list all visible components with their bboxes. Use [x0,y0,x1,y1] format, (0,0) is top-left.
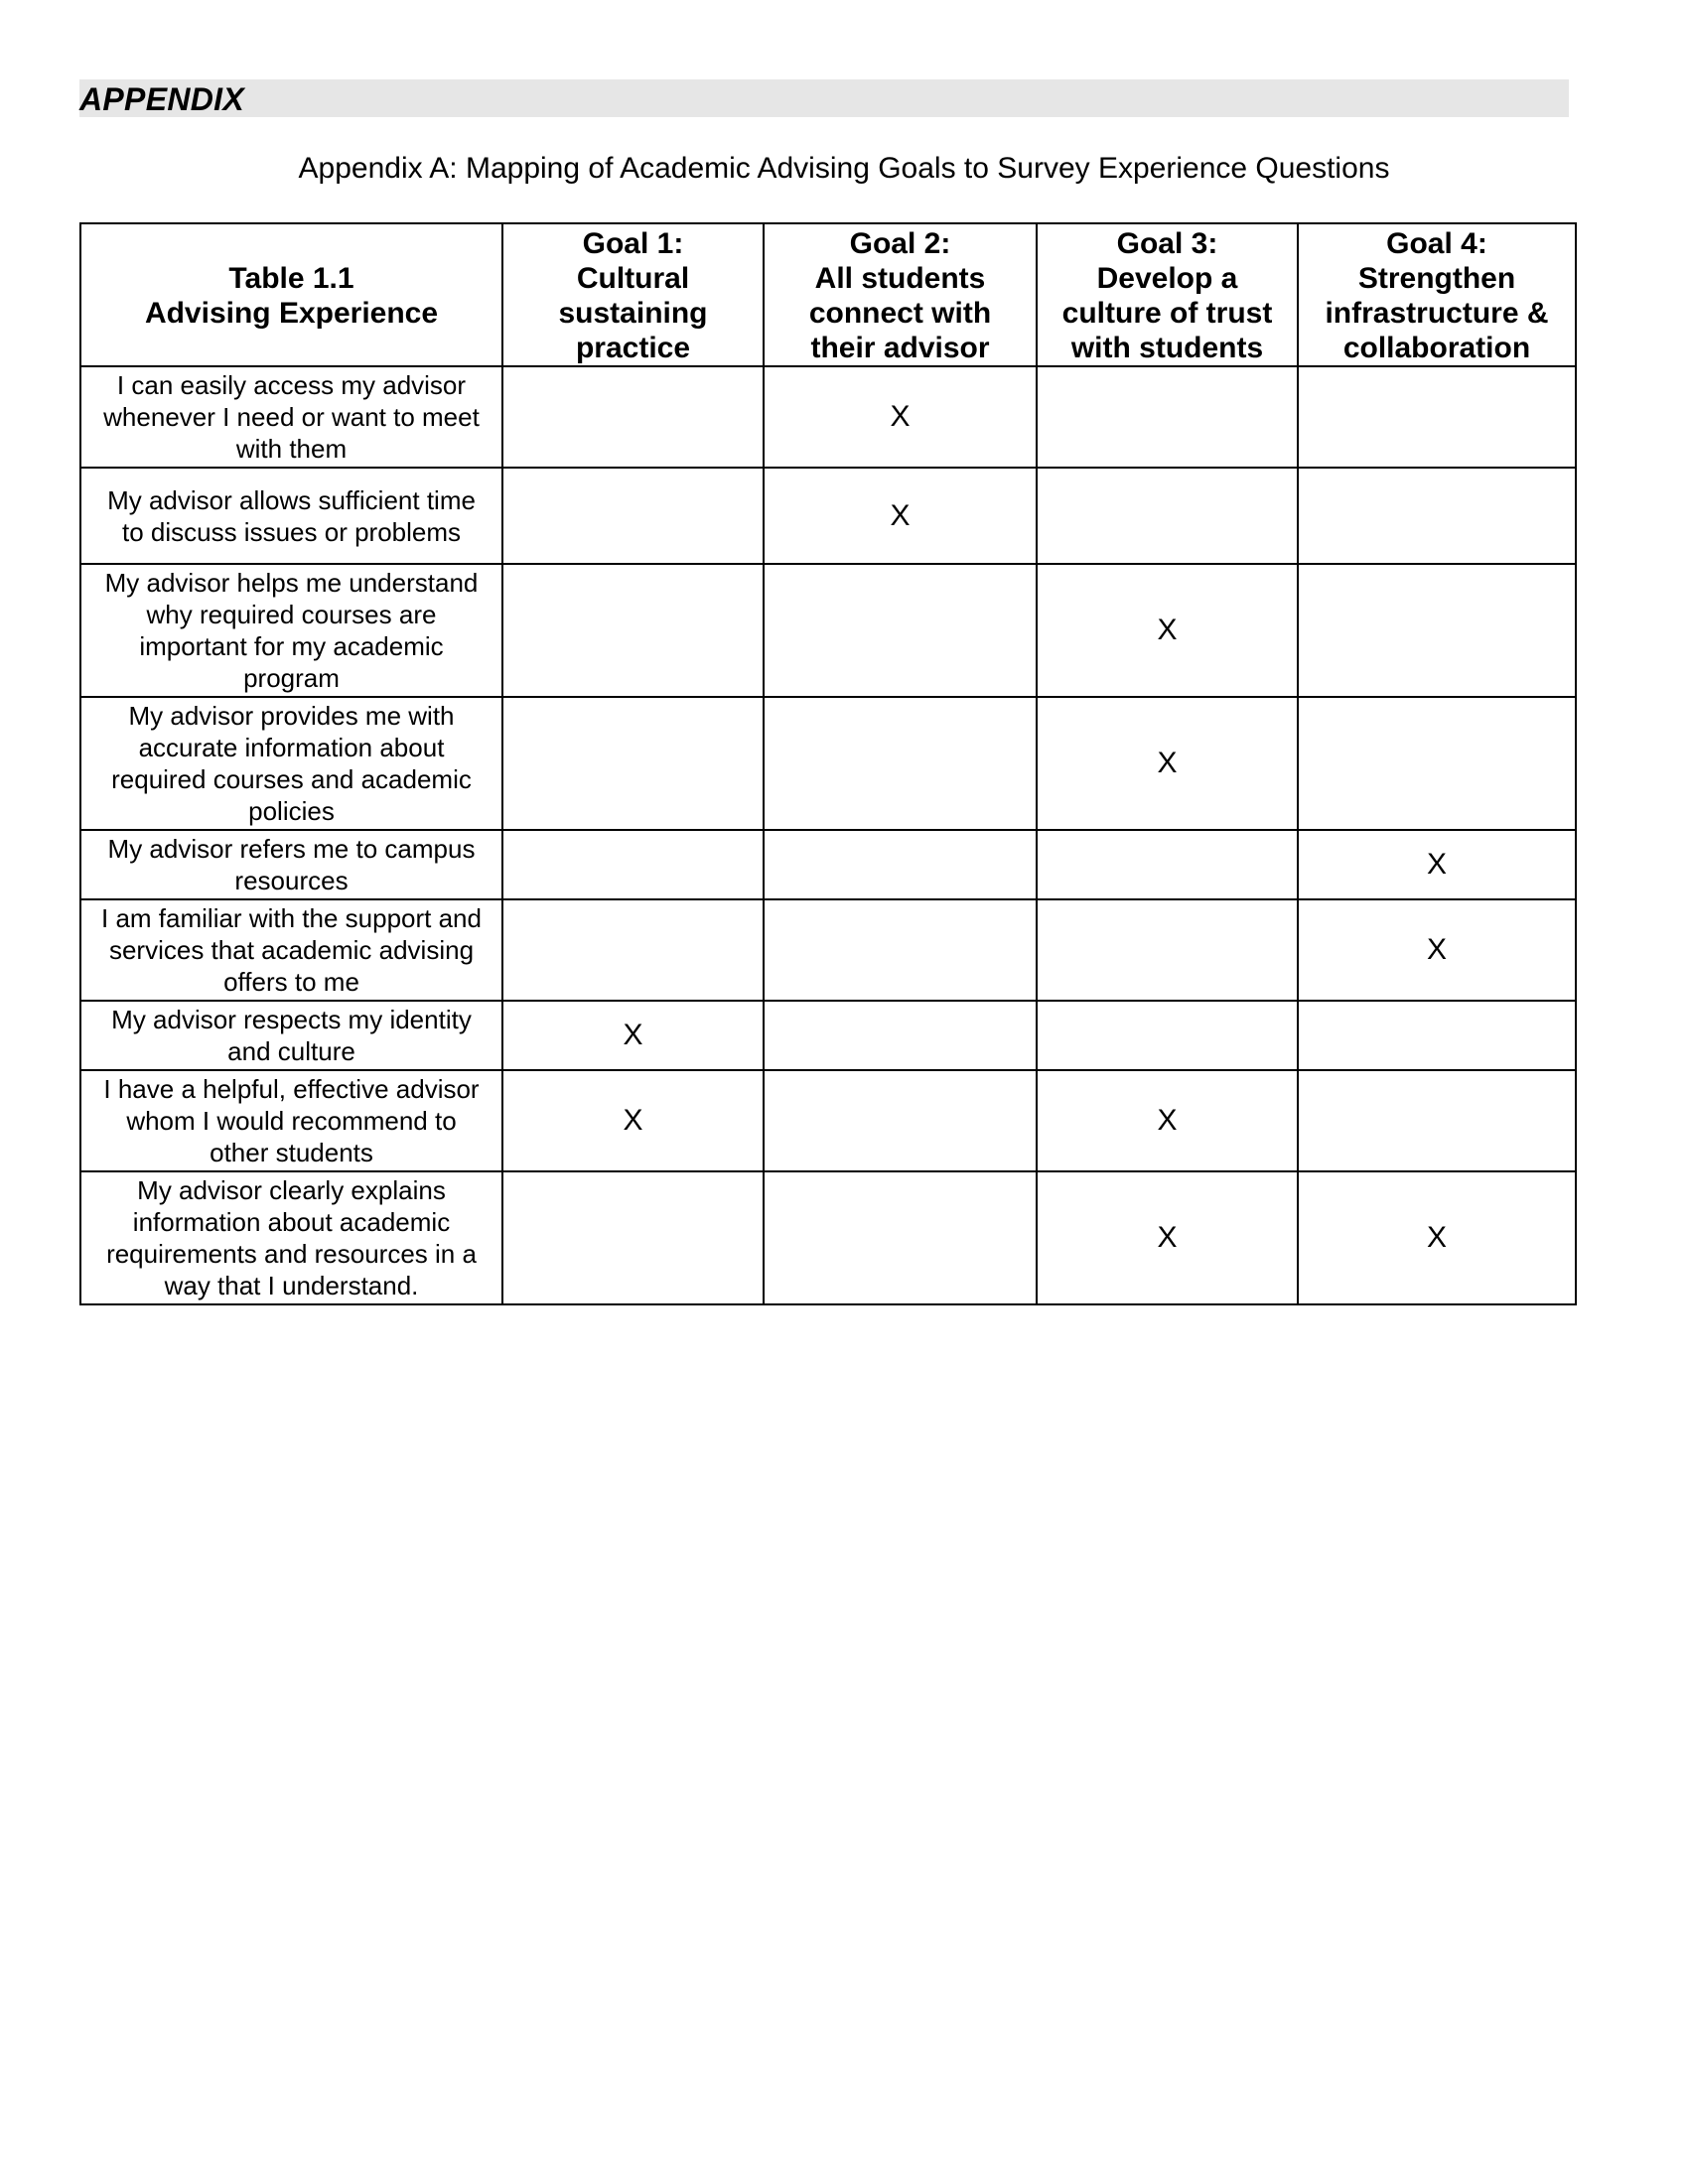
goal-1-header [502,223,764,366]
goal-1-mark [502,468,764,564]
goal-3-mark [1037,1001,1298,1070]
goal-1-mark: X [502,1070,764,1171]
goal-3-mark [1037,468,1298,564]
goal-3-mark [1037,899,1298,1001]
goal-2-mark: X [764,366,1037,468]
experience-question: My advisor provides me with accurate information about required courses and academic policies [80,697,502,830]
table-row [80,899,1576,1001]
goal-name: All students connect with their advisor [808,262,992,364]
goal-3-mark [1037,830,1298,899]
table-row [80,830,1576,899]
goal-3-mark: X [1037,697,1298,830]
goal-1-mark [502,1171,764,1304]
goal-1-mark [502,564,764,697]
goal-2-mark [764,1001,1037,1070]
table-row [80,468,1576,564]
experience-question: My advisor allows sufficient time to discuss issues or problems [80,468,502,564]
experience-question: My advisor respects my identity and culture [80,1001,502,1070]
goal-4-mark: X [1298,899,1576,1001]
goal-4-mark: X [1298,1171,1576,1304]
goal-label: Goal 2: [849,227,951,260]
goal-2-mark [764,564,1037,697]
goal-1-mark [502,697,764,830]
table-caption: Appendix A: Mapping of Academic Advising Goals to Survey Experience Questions [298,152,1390,185]
goal-1-mark: X [502,1001,764,1070]
goal-label: Goal 4: [1386,227,1487,260]
goal-4-mark [1298,1001,1576,1070]
experience-question: I can easily access my advisor whenever I need or want to meet with them [80,366,502,468]
table-row [80,564,1576,697]
table-number: Table 1.1 [228,262,354,295]
goal-4-mark [1298,366,1576,468]
experience-question: My advisor clearly explains information about academic requirements and resources in a way that I understand. [80,1171,502,1304]
goal-3-header [1037,223,1298,366]
goal-2-mark [764,899,1037,1001]
experience-question: My advisor refers me to campus resources [80,830,502,899]
goal-1-mark [502,899,764,1001]
section-title: APPENDIX [79,81,244,117]
table-row [80,697,1576,830]
goal-4-mark [1298,697,1576,830]
goal-1-mark [502,830,764,899]
goals-mapping-table [79,222,1577,1305]
goal-1-mark [502,366,764,468]
goal-3-mark: X [1037,564,1298,697]
goal-2-mark: X [764,468,1037,564]
goal-2-mark [764,1070,1037,1171]
goal-label: Goal 3: [1116,227,1218,260]
goal-name: Strengthen infrastructure & collaboration [1325,262,1549,364]
table-subtitle: Advising Experience [144,297,439,330]
goal-4-mark [1298,468,1576,564]
experience-question: I have a helpful, effective advisor whom I would recommend to other students [80,1070,502,1171]
goal-2-mark [764,830,1037,899]
goal-label: Goal 1: [582,227,684,260]
goal-name: Develop a culture of trust with students [1061,262,1273,364]
table-row [80,1001,1576,1070]
goal-4-header [1298,223,1576,366]
goal-2-header [764,223,1037,366]
goal-2-mark [764,1171,1037,1304]
table-row [80,1070,1576,1171]
experience-question: I am familiar with the support and services that academic advising offers to me [80,899,502,1001]
goal-3-mark: X [1037,1171,1298,1304]
goal-4-mark [1298,1070,1576,1171]
goal-4-mark [1298,564,1576,697]
experience-question: My advisor helps me understand why required courses are important for my academic program [80,564,502,697]
goal-2-mark [764,697,1037,830]
table-row [80,1171,1576,1304]
goal-3-mark: X [1037,1070,1298,1171]
goal-4-mark: X [1298,830,1576,899]
table-corner-header [80,223,502,366]
appendix-heading-bar [79,79,1569,117]
table-row [80,366,1576,468]
goal-name: Cultural sustaining practice [558,262,708,364]
goal-3-mark [1037,366,1298,468]
table-header-row [80,223,1576,366]
